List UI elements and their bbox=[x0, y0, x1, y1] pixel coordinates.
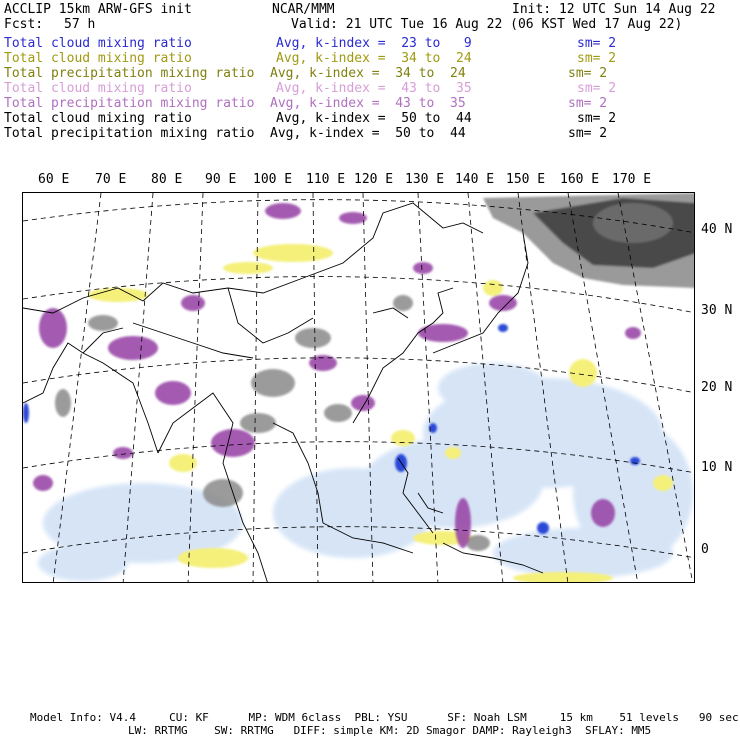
valid-time: Valid: 21 UTC Tue 16 Aug 22 (06 KST Wed 17 Aug 22) bbox=[291, 17, 683, 32]
lat-label: 20 N bbox=[701, 380, 733, 395]
model-info-line2: LW: RRTMG SW: RRTMG DIFF: simple KM: 2D Smagor DAMP: Rayleigh3 SFLAY: MM5 bbox=[128, 724, 652, 737]
lon-label: 70 E bbox=[95, 172, 127, 187]
field-row-name: Total precipitation mixing ratio bbox=[4, 66, 255, 81]
lon-label: 110 E bbox=[306, 172, 346, 187]
lon-label: 100 E bbox=[253, 172, 293, 187]
map-panel bbox=[22, 192, 695, 583]
lon-label: 170 E bbox=[612, 172, 652, 187]
lon-label: 80 E bbox=[151, 172, 183, 187]
field-row-name: Total cloud mixing ratio bbox=[4, 81, 192, 96]
field-row-name: Total precipitation mixing ratio bbox=[4, 126, 255, 141]
init-time: Init: 12 UTC Sun 14 Aug 22 bbox=[512, 2, 716, 17]
field-row-avg: Avg, k-index = 34 to 24 bbox=[270, 66, 466, 81]
field-row-sm: sm= 2 bbox=[577, 51, 617, 66]
lon-label: 160 E bbox=[560, 172, 600, 187]
field-row-sm: sm= 2 bbox=[568, 126, 608, 141]
field-row-name: Total cloud mixing ratio bbox=[4, 51, 192, 66]
lat-label: 0 bbox=[701, 542, 709, 557]
field-row-sm: sm= 2 bbox=[577, 81, 617, 96]
field-row-name: Total cloud mixing ratio bbox=[4, 36, 192, 51]
field-row-name: Total precipitation mixing ratio bbox=[4, 96, 255, 111]
field-row-avg: Avg, k-index = 50 to 44 bbox=[270, 126, 466, 141]
lat-label: 40 N bbox=[701, 222, 733, 237]
lon-label: 90 E bbox=[205, 172, 237, 187]
lon-label: 130 E bbox=[405, 172, 445, 187]
field-row-avg: Avg, k-index = 43 to 35 bbox=[270, 96, 466, 111]
model-info-line1: Model Info: V4.4 CU: KF MP: WDM 6class PBL: YSU SF: Noah LSM 15 km 51 levels 90 sec bbox=[30, 711, 739, 724]
lat-label: 30 N bbox=[701, 303, 733, 318]
field-row-sm: sm= 2 bbox=[568, 66, 608, 81]
field-row-avg: Avg, k-index = 23 to 9 bbox=[276, 36, 472, 51]
forecast-hour: 57 h bbox=[64, 17, 96, 32]
lon-label: 60 E bbox=[38, 172, 70, 187]
institution-label: NCAR/MMM bbox=[272, 2, 335, 17]
forecast-label: Fcst: bbox=[4, 17, 44, 32]
field-row-sm: sm= 2 bbox=[577, 111, 617, 126]
field-row-name: Total cloud mixing ratio bbox=[4, 111, 192, 126]
plot-title: ACCLIP 15km ARW-GFS init bbox=[4, 2, 192, 17]
lon-label: 140 E bbox=[455, 172, 495, 187]
field-row-avg: Avg, k-index = 50 to 44 bbox=[276, 111, 472, 126]
forecast-map bbox=[23, 193, 695, 583]
northeast-cloud-mass bbox=[483, 193, 695, 288]
field-row-avg: Avg, k-index = 34 to 24 bbox=[276, 51, 472, 66]
field-row-sm: sm= 2 bbox=[577, 36, 617, 51]
lon-label: 120 E bbox=[354, 172, 394, 187]
lon-label: 150 E bbox=[506, 172, 546, 187]
field-row-avg: Avg, k-index = 43 to 35 bbox=[276, 81, 472, 96]
field-row-sm: sm= 2 bbox=[568, 96, 608, 111]
lat-label: 10 N bbox=[701, 460, 733, 475]
